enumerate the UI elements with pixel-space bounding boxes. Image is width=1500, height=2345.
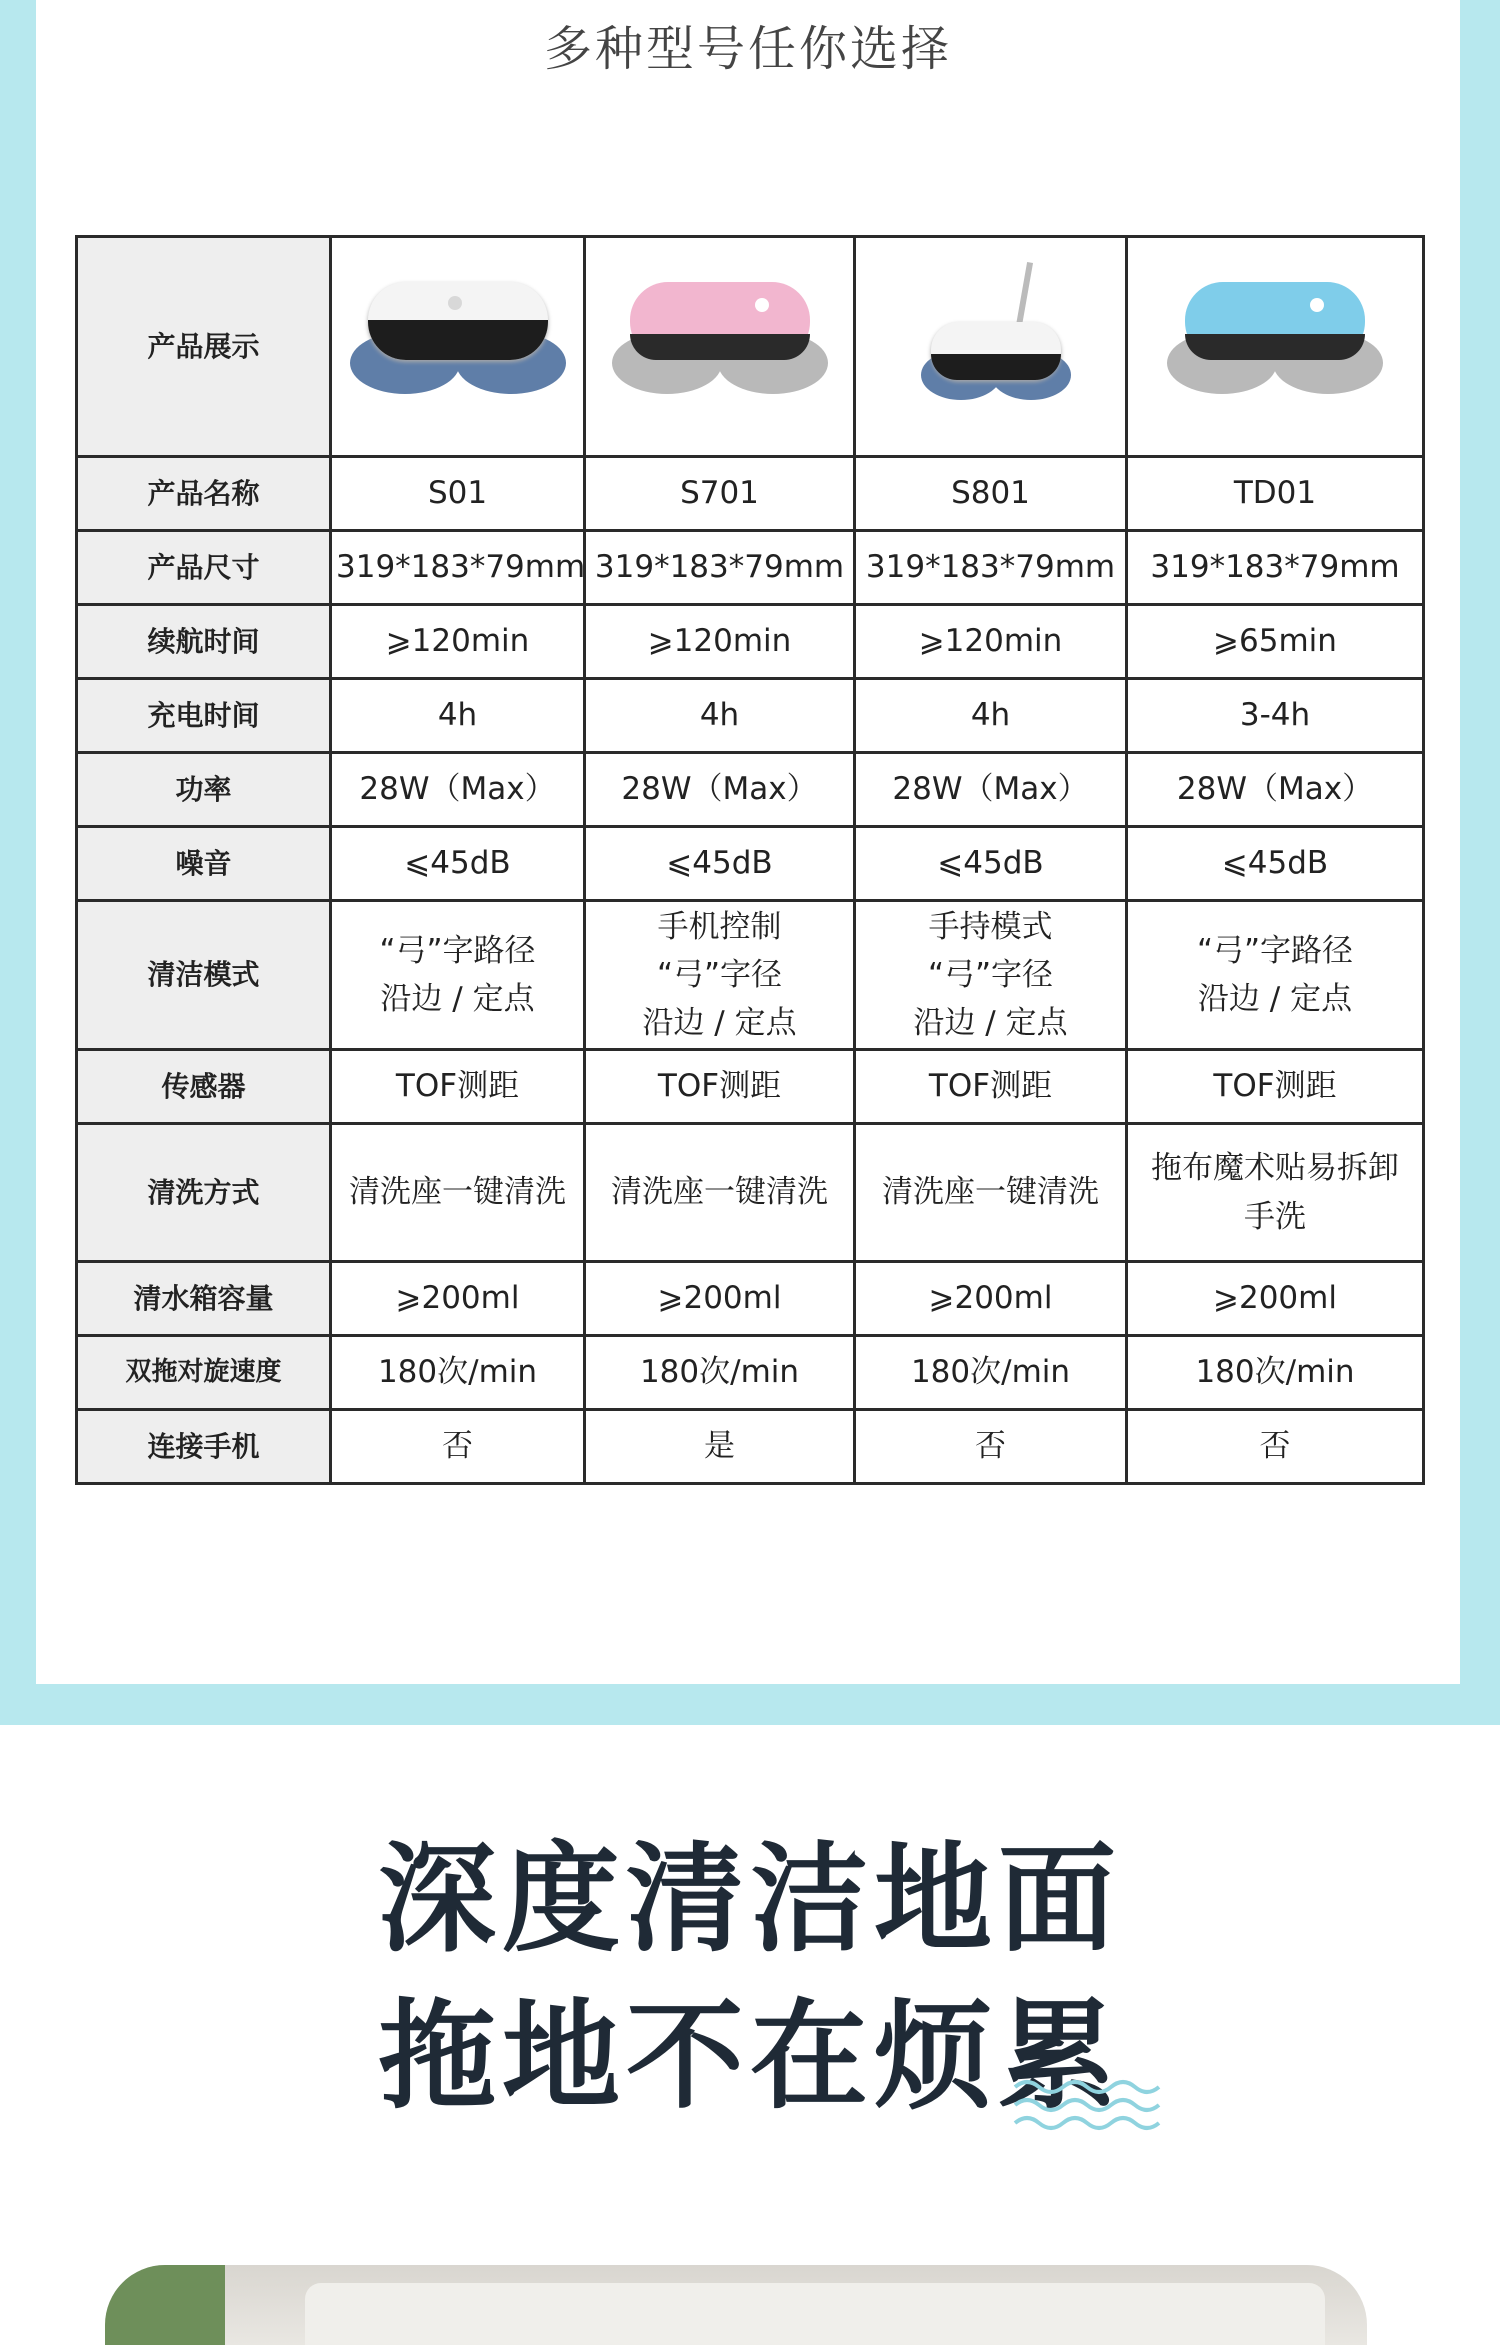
- table-cell: [855, 901, 1127, 1050]
- row-label: 清水箱容量: [77, 1262, 331, 1336]
- table-cell: 4h: [585, 679, 855, 753]
- table-cell: 180次/min: [1127, 1336, 1424, 1410]
- table-cell: ⩾200ml: [855, 1262, 1127, 1336]
- product-image-cell: [331, 237, 585, 457]
- table-cell: [585, 1124, 855, 1262]
- table-cell: [331, 901, 585, 1050]
- table-cell: ⩾200ml: [1127, 1262, 1424, 1336]
- row-label: 传感器: [77, 1050, 331, 1124]
- table-row: [77, 827, 1424, 901]
- row-label: 续航时间: [77, 605, 331, 679]
- table-cell: [1127, 901, 1424, 1050]
- table-cell: 319*183*79mm: [331, 531, 585, 605]
- product-image: [348, 262, 568, 432]
- table-cell: TOF测距: [855, 1050, 1127, 1124]
- product-image-cell: [1127, 237, 1424, 457]
- table-row: [77, 1336, 1424, 1410]
- table-cell: ⩾200ml: [331, 1262, 585, 1336]
- table-cell: 180次/min: [585, 1336, 855, 1410]
- product-image: [1165, 262, 1385, 432]
- cell-line: “弓”字路径: [379, 932, 536, 969]
- wave-decoration-icon: [1010, 2075, 1170, 2135]
- row-label: 功率: [77, 753, 331, 827]
- row-label: 产品名称: [77, 457, 331, 531]
- table-row: [77, 1124, 1424, 1262]
- table-cell: [331, 1124, 585, 1262]
- table-cell: 180次/min: [855, 1336, 1127, 1410]
- row-label: 噪音: [77, 827, 331, 901]
- table-cell: [1127, 1124, 1424, 1262]
- cell-line: 手机控制: [657, 908, 782, 945]
- table-row: [77, 901, 1424, 1050]
- table-cell: [585, 901, 855, 1050]
- table-row: [77, 679, 1424, 753]
- row-label: 产品尺寸: [77, 531, 331, 605]
- table-cell: S01: [331, 457, 585, 531]
- product-image: [881, 262, 1101, 432]
- headline-line-2: 拖地不在烦累: [377, 1987, 1122, 2125]
- cell-line: 拖布魔术贴易拆卸: [1151, 1150, 1399, 1187]
- section-heading: 多种型号任你选择: [543, 21, 952, 77]
- table-cell: S801: [855, 457, 1127, 531]
- table-cell: 否: [1127, 1410, 1424, 1484]
- table-cell: 4h: [855, 679, 1127, 753]
- table-cell: 28W（Max）: [855, 753, 1127, 827]
- table-cell: ⩾65min: [1127, 605, 1424, 679]
- cell-line: “弓”字径: [927, 956, 1054, 993]
- living-room-photo: [105, 2265, 1367, 2345]
- table-cell: 319*183*79mm: [585, 531, 855, 605]
- table-cell: ⩽45dB: [331, 827, 585, 901]
- table-cell: 28W（Max）: [331, 753, 585, 827]
- table-cell: 否: [855, 1410, 1127, 1484]
- table-row: [77, 605, 1424, 679]
- cell-line: 沿边 / 定点: [913, 1005, 1068, 1042]
- table-cell: S701: [585, 457, 855, 531]
- table-cell: 3-4h: [1127, 679, 1424, 753]
- sofa-decor: [305, 2283, 1325, 2345]
- table-cell: 319*183*79mm: [1127, 531, 1424, 605]
- table-cell: 319*183*79mm: [855, 531, 1127, 605]
- table-cell: ⩾120min: [855, 605, 1127, 679]
- cell-line: 清洗座一键清洗: [349, 1174, 566, 1211]
- table-cell: 180次/min: [331, 1336, 585, 1410]
- table-cell: 否: [331, 1410, 585, 1484]
- table-cell: 是: [585, 1410, 855, 1484]
- table-cell: ⩾120min: [331, 605, 585, 679]
- product-image: [610, 262, 830, 432]
- headline-line-1: 深度清洁地面: [377, 1830, 1122, 1968]
- table-row: [77, 237, 1424, 457]
- table-cell: 4h: [331, 679, 585, 753]
- product-image-cell: [855, 237, 1127, 457]
- cell-line: 沿边 / 定点: [642, 1005, 797, 1042]
- table-row: [77, 1050, 1424, 1124]
- table-cell: 28W（Max）: [1127, 753, 1424, 827]
- cell-line: 清洗座一键清洗: [611, 1174, 828, 1211]
- table-cell: ⩽45dB: [585, 827, 855, 901]
- product-image-cell: [585, 237, 855, 457]
- table-cell: ⩾200ml: [585, 1262, 855, 1336]
- table-cell: TD01: [1127, 457, 1424, 531]
- table-cell: ⩽45dB: [1127, 827, 1424, 901]
- table-cell: ⩽45dB: [855, 827, 1127, 901]
- cell-line: 清洗座一键清洗: [882, 1174, 1099, 1211]
- table-row: [77, 531, 1424, 605]
- cell-line: 手洗: [1244, 1198, 1306, 1235]
- table-row: [77, 753, 1424, 827]
- row-label: 充电时间: [77, 679, 331, 753]
- row-label: 连接手机: [77, 1410, 331, 1484]
- table-row: [77, 457, 1424, 531]
- cell-line: 沿边 / 定点: [1197, 981, 1353, 1017]
- table-cell: ⩾120min: [585, 605, 855, 679]
- row-label: 产品展示: [77, 237, 331, 457]
- row-label: 双拖对旋速度: [77, 1336, 331, 1410]
- table-cell: [855, 1124, 1127, 1262]
- table-row: [77, 1410, 1424, 1484]
- cell-line: “弓”字路径: [1196, 932, 1354, 969]
- table-cell: 28W（Max）: [585, 753, 855, 827]
- table-cell: TOF测距: [1127, 1050, 1424, 1124]
- spec-comparison-table: [75, 235, 1425, 1485]
- table-cell: TOF测距: [331, 1050, 585, 1124]
- cell-line: 沿边 / 定点: [380, 981, 535, 1017]
- row-label: 清洗方式: [77, 1124, 331, 1262]
- row-label: 清洁模式: [77, 901, 331, 1050]
- cell-line: “弓”字径: [656, 956, 783, 993]
- cell-line: 手持模式: [928, 908, 1053, 945]
- table-cell: TOF测距: [585, 1050, 855, 1124]
- plant-decor: [105, 2265, 225, 2345]
- table-row: [77, 1262, 1424, 1336]
